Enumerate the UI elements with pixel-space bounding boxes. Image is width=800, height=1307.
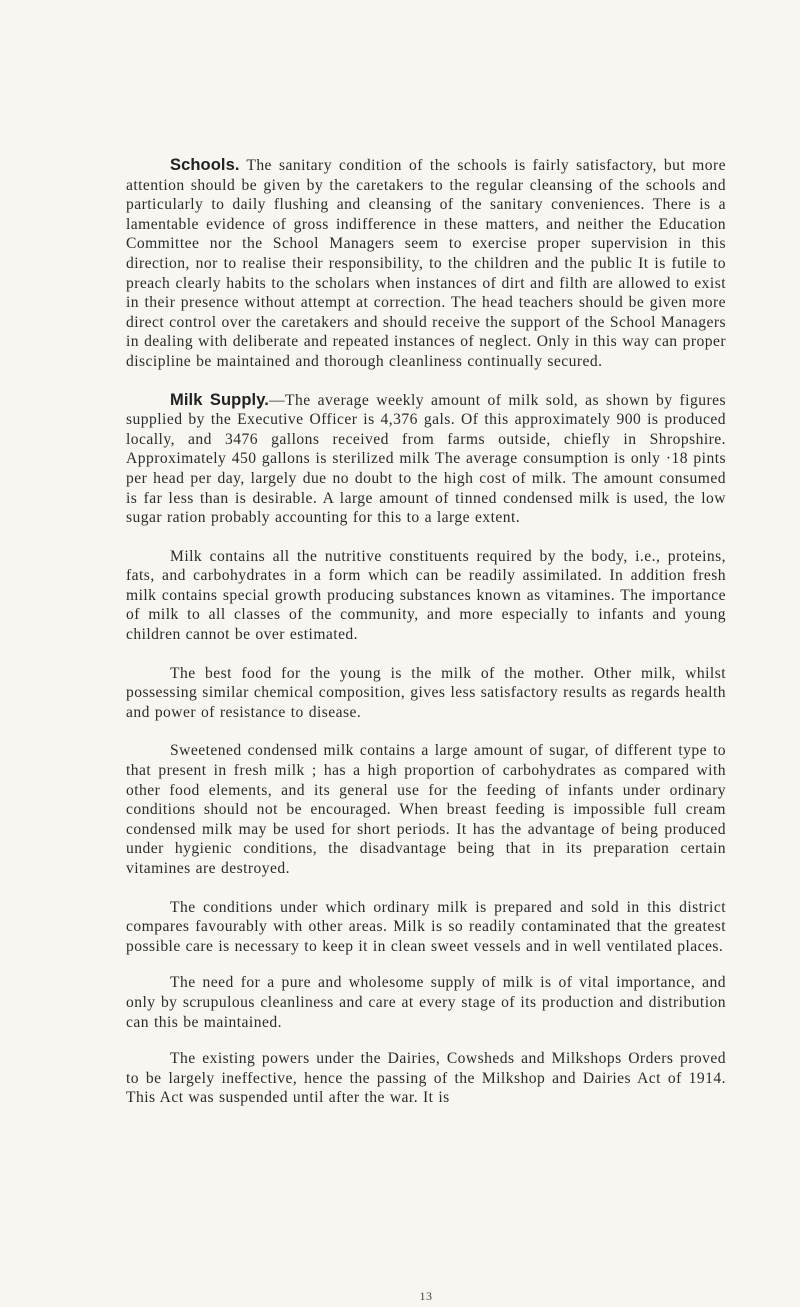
milk-conditions-paragraph: The conditions under which ordinary milk is prepared and sold in this district compares favourably with other areas. Milk is so readily contaminated that the greatest possible care is necessary to keep it in clean sweet vessels and in well ventilated places.	[126, 898, 726, 955]
document-page	[126, 156, 726, 1303]
milk-supply-body: —The average weekly amount of milk sold, as shown by figures supplied by the Executive Officer is 4,376 gals. Of this approximately 900 is produced locally, and 3476 gallons received from farms outside, chiefly in Shropshire. Approximately 450 gallons is sterilized milk The average consumption is only ·18 pints per head per day, largely due no doubt to the high cost of milk. The amount consumed is far less than is desirable. A large amount of tinned condensed milk is used, the low sugar ration probably accounting for this to a large extent.	[126, 391, 726, 527]
schools-paragraph	[126, 156, 726, 372]
condensed-milk-paragraph: Sweetened condensed milk contains a large amount of sugar, of different type to that present in fresh milk ; has a high proportion of carbohydrates as compared with other food elements, and its general use for the feeding of infants under ordinary conditions should not be encouraged. When breast feeding is impossible full cream condensed milk may be used for short periods. It has the advantage of being produced under hygienic conditions, the disadvantage being that in its preparation certain vitamines are destroyed.	[126, 742, 726, 877]
pure-supply-paragraph: The need for a pure and wholesome supply of milk is of vital importance, and only by scrupulous cleanliness and care at every stage of its production and distribution can this be maintained.	[126, 974, 726, 1031]
schools-heading: Schools.	[170, 156, 240, 174]
dairies-act-paragraph: The existing powers under the Dairies, Cowsheds and Milkshops Orders proved to be largely ineffective, hence the passing of the Milkshop and Dairies Act of 1914. This Act was suspended until after the war. It is	[126, 1050, 726, 1107]
mother-milk-paragraph: The best food for the young is the milk of the mother. Other milk, whilst possessing similar chemical composition, gives less satisfactory results as regards health and power of resistance to disease.	[126, 664, 726, 721]
milk-supply-heading: Milk Supply.	[170, 390, 269, 409]
schools-body: The sanitary condition of the schools is fairly satisfactory, but more attention should be given by the caretakers to the regular cleansing of the schools and particularly to daily flushing and cleansing of the sanitary conveniences. There is a lamentable evidence of gross indifference in these matters, and neither the Education Committee nor the School Managers seem to exercise proper supervision in this direction, nor to realise their responsibility, to the children and the public It is futile to preach clearly habits to the scholars when instances of dirt and filth are allowed to exist in their presence without attempt at correction. The head teachers should be given more direct control over the caretakers and should receive the support of the School Managers in dealing with deliberate and repeated instances of neglect. Only in this way can proper discipline be maintained and thorough cleanliness continually secured.	[126, 157, 726, 370]
milk-supply-paragraph	[126, 391, 726, 528]
page-number: 13	[419, 1289, 433, 1303]
milk-nutrients-paragraph: Milk contains all the nutritive constituents required by the body, i.e., proteins, fats, and carbohydrates in a form which can be readily assimilated. In addition fresh milk contains special growth producing substances known as vitamines. The importance of milk to all classes of the community, and more especially to infants and young children cannot be over estimated.	[126, 547, 726, 644]
